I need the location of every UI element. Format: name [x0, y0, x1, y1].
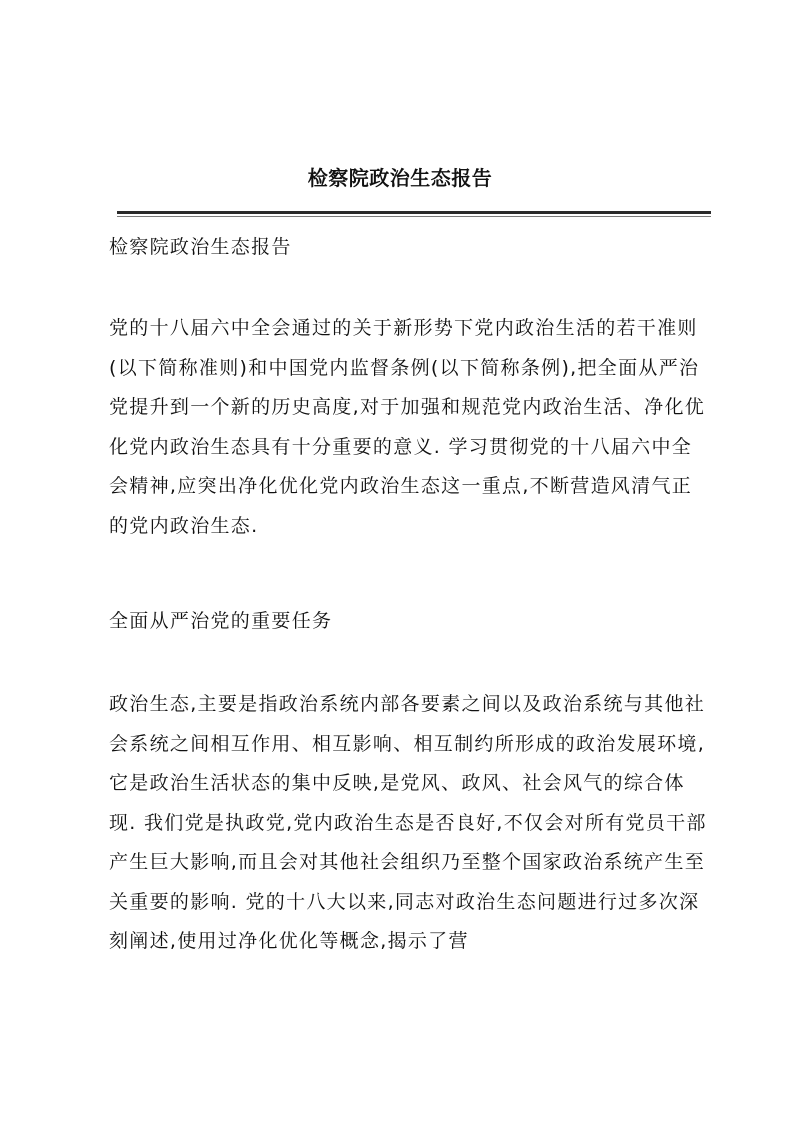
- document-subtitle: 检察院政治生态报告: [109, 236, 292, 258]
- title-divider-thin: [117, 216, 711, 217]
- document-title: 检察院政治生态报告: [307, 166, 493, 190]
- paragraph-1: 党的十八届六中全会通过的关于新形势下党内政治生活的若干准则(以下简称准则)和中国党内监督条例(以下简称条例),把全面从严治党提升到一个新的历史高度,对于加强和规范党内政治生活、净化优化党内政治生态具有十分重要的意义. 学习贯彻党的十八届六中全会精神,应突出净化优化党内政治生态这一重点,不断营造风清气正的党内政治生态.: [109, 317, 706, 537]
- section-heading: 全面从严治党的重要任务: [109, 610, 333, 632]
- paragraph-2: 政治生态,主要是指政治系统内部各要素之间以及政治系统与其他社会系统之间相互作用、相互影响、相互制约所形成的政治发展环境,它是政治生活状态的集中反映,是党风、政风、社会风气的综合体现. 我们党是执政党,党内政治生态是否良好,不仅会对所有党员干部产生巨大影响,而且会对其他社会组织乃至整个国家政治系统产生至关重要的影响. 党的十八大以来,同志对政治生态问题进行过多次深刻阐述,使用过净化优化等概念,揭示了营: [109, 693, 707, 952]
- title-divider-thick: [117, 211, 711, 214]
